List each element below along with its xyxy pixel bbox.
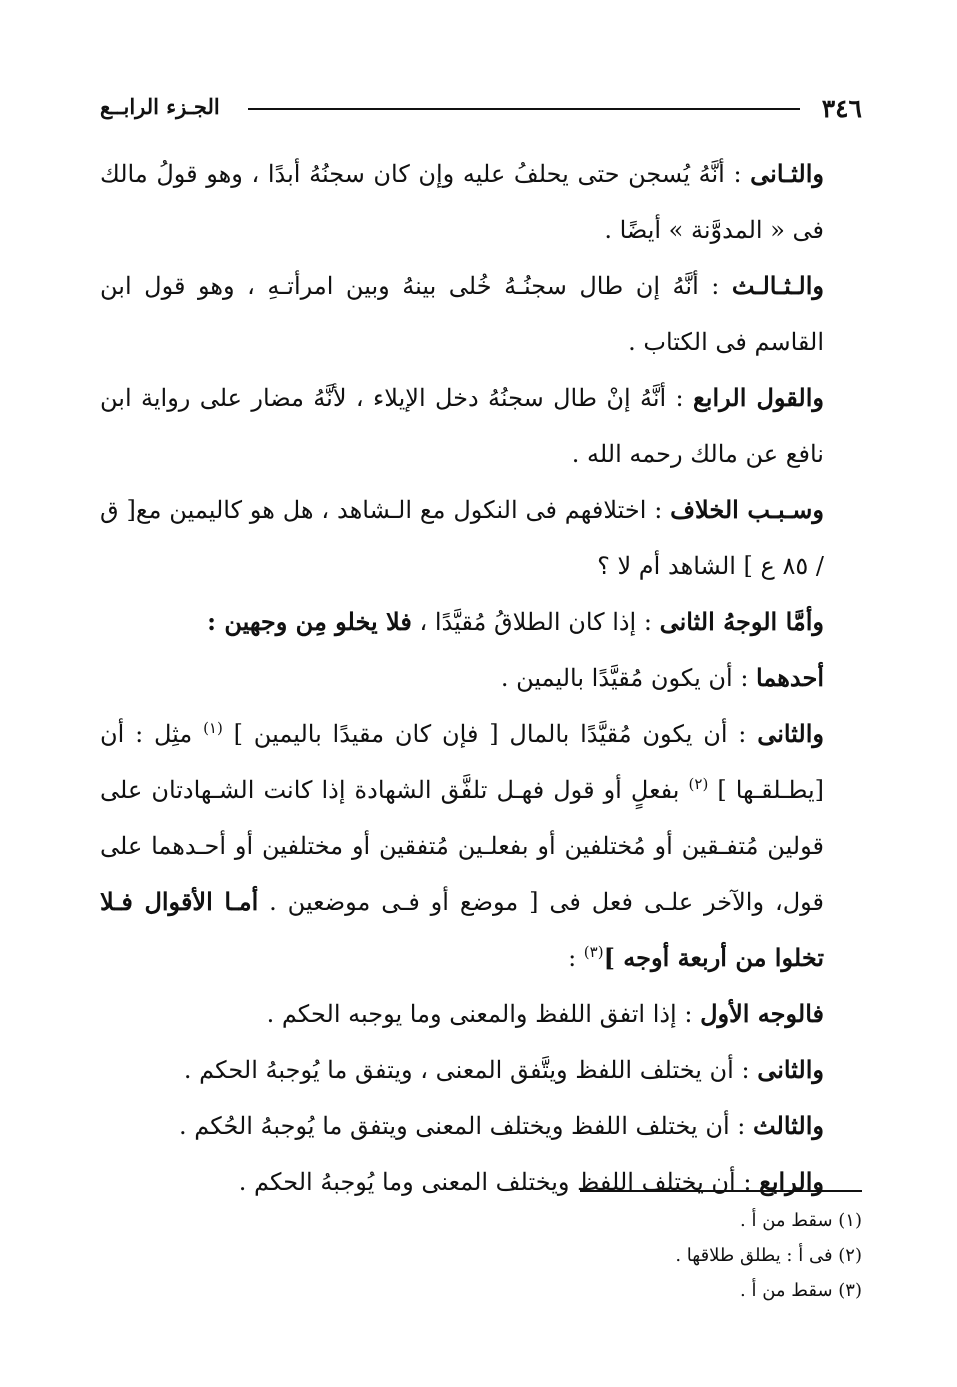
page-body [100, 146, 862, 1210]
paragraph-text: : أن يكون مُقيَّدًا باليمين . [500, 664, 757, 692]
header-rule [248, 108, 800, 110]
paragraph-bold-tail: فلا يخلو مِن وجهين : [207, 607, 412, 636]
paragraph-text: مثِل : أن [يطـلقـها ] [100, 720, 825, 804]
footnote-ref: (١) [203, 719, 223, 737]
list-item-text: : إذا اتفق اللفظ والمعنى وما يوجبه الحكم . [266, 1000, 701, 1028]
footnote-ref: (٢) [688, 775, 709, 793]
paragraph-text: : أن يكون مُقيَّدًا بالمال [ فإن كان مقيدًا باليمين ] [222, 720, 758, 748]
aspects-list [100, 986, 862, 1210]
paragraph-fourth-opinion [100, 370, 862, 482]
paragraph-text: : اختلافهم فى النكول مع الـشاهد ، هل هو كاليمين مع[ ق / ٨٥ ع ] الشاهد أم لا ؟ [100, 496, 824, 580]
paragraph-third-opinion [100, 258, 862, 370]
paragraph-lead: والثانى [757, 719, 824, 748]
list-item [100, 1098, 824, 1154]
paragraph-lead: والثـانى [750, 159, 824, 188]
list-item [100, 986, 824, 1042]
paragraph-text: : أنَّهُ إنْ طال سجنُهُ دخل الإيلاء ، لأنَّهُ مضار على رواية ابن نافع عن مالك رحمه الله . [100, 384, 824, 468]
paragraph-lead: والـثـالـث [731, 271, 824, 300]
paragraph-lead: وسـبـب الخلاف [670, 495, 824, 524]
list-item-text: : أن يختلف اللفظ ويختلف المعنى وما يُوجبهُ الحكم . [238, 1168, 760, 1196]
paragraph-text: : أنَّهُ إن طال سجنُـهُ خُلى بينهُ وبين امرأتـهِ ، وهو قول ابن القاسم فى الكتاب . [100, 272, 824, 356]
list-item-lead: والرابع [759, 1167, 824, 1196]
footnote: (٢) فى أ : يطلق طلاقها . [675, 1245, 862, 1266]
paragraph-second-of-two [100, 706, 862, 986]
paragraph-bold-text: أمـا الأقوال فـلا تخلوا من أربعة أوجه ] [100, 887, 824, 972]
paragraph-lead: والقول الرابع [693, 383, 824, 412]
paragraph-lead: وأمَّا الوجهُ الثانى [659, 607, 824, 636]
paragraph-cause-of-dispute [100, 482, 862, 594]
list-item-text: : أن يختلف اللفظ ويختلف المعنى ويتفق ما يُوجبهُ الحُكم . [178, 1112, 753, 1140]
paragraph-second-opinion [100, 146, 862, 258]
footnote-ref: (٣) [583, 943, 604, 961]
paragraph-first-of-two [100, 650, 862, 706]
page-header [100, 88, 862, 128]
footnote-rule [580, 1190, 862, 1192]
footnotes [100, 1203, 862, 1308]
paragraph-text: : [568, 944, 584, 972]
footnote: (١) سقط من أ . [740, 1210, 862, 1231]
list-item-text: : أن يختلف اللفظ ويتَّفق المعنى ، ويتفق ما يُوجبهُ الحكم . [183, 1056, 758, 1084]
page-number: ٣٤٦ [821, 94, 862, 123]
list-item-lead: والثانى [757, 1055, 824, 1084]
list-item [100, 1154, 824, 1210]
paragraph-lead: أحدهما [756, 663, 824, 692]
paragraph-text: : إذا كان الطلاقُ مُقيَّدًا ، [411, 608, 660, 636]
footnote: (٣) سقط من أ . [740, 1280, 862, 1301]
running-title: الجـزء الرابــع [100, 94, 220, 119]
list-item [100, 1042, 824, 1098]
paragraph-text: : أنَّهُ يُسجن حتى يحلفُ عليه وإن كان سجنُهُ أبدًا ، وهو قولُ مالك فى « المدوَّنة » أيضًا . [100, 160, 824, 244]
list-item-lead: فالوجه الأول [700, 999, 824, 1028]
paragraph-text: بفعلٍ أو قول فهـل تلفَّق الشهادة إذا كانت الشـهادتان على قولين مُتفـقين أو مُختلفين أو بفعلـين مُتفقين أو مختلفين أو أحـدهما على قول، والآخر علـى فعل فى [ موضع أو فـى موضعين . [100, 776, 825, 916]
paragraph-second-aspect [100, 594, 862, 650]
list-item-lead: والثالث [752, 1111, 824, 1140]
